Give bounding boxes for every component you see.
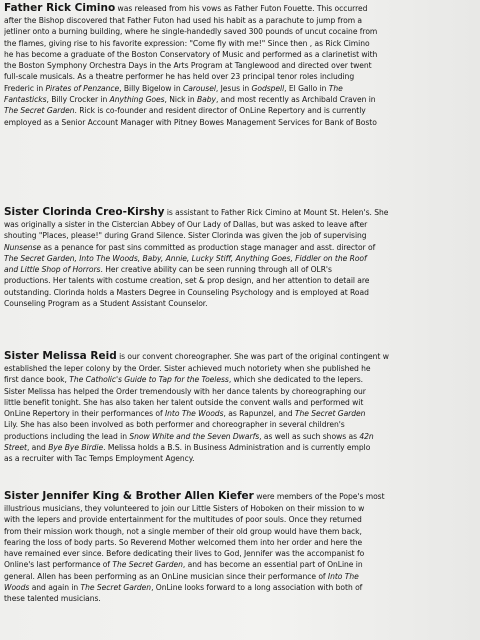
bio-title-text: and Little Shop of Horrors xyxy=(4,265,101,275)
bio-title-text: Nunsense xyxy=(4,242,41,252)
bio-text: Counseling Program as a Student Assistant Counselor. xyxy=(4,299,208,309)
bio-line xyxy=(4,503,478,514)
bio-text: after the Bishop discovered that Father Futon had used his habit as a parachute to jump from a xyxy=(4,16,363,25)
bio-text: first dance book, xyxy=(4,375,70,385)
bio-title-text: Fantasticks xyxy=(4,95,47,105)
bio-line xyxy=(4,489,478,503)
bio-text: . Her creative ability can be seen running through all of OLR's xyxy=(100,265,332,275)
bio-title-text: Baby xyxy=(197,95,216,105)
bio-text: the flames, giving rise to his favorite expression: "Come fly with me!" Since then , as Rick Cimino xyxy=(4,38,370,48)
bio-jennifer-king-allen-kiefer xyxy=(0,489,480,605)
bio-text: , El Gallo in xyxy=(284,83,329,93)
bio-title-text: Pirates of Penzance xyxy=(45,83,120,93)
bio-line xyxy=(4,548,478,559)
bio-title-text: The Catholic's Guide to Tap for the Toeless xyxy=(69,375,229,385)
bio-text: is assistant to Father Rick Cimino at Mount St. Helen's. She xyxy=(164,208,389,217)
bio-line xyxy=(4,275,478,286)
bio-text: , which she dedicated to the lepers. xyxy=(228,375,364,385)
bio-line xyxy=(4,363,478,374)
bio-text: general. Allen has been performing as an OnLine musician since their performance of xyxy=(4,571,328,581)
bio-text: the Boston Symphony Orchestra Days in the Arts Program at Tanglewood and directed over twent xyxy=(4,61,372,71)
bio-line xyxy=(4,593,478,604)
bio-line xyxy=(4,386,478,397)
bio-line xyxy=(4,71,478,82)
bio-line xyxy=(4,537,478,548)
bio-line xyxy=(4,349,478,363)
bio-text: established the leper colony by the Order. Sister achieved much notoriety when she published he xyxy=(4,364,371,373)
bio-text: these talented musicians. xyxy=(4,594,101,604)
bio-text: OnLine Repertory in their performances of xyxy=(4,409,165,419)
bio-title-text: Anything Goes xyxy=(109,95,165,105)
bio-line xyxy=(4,253,478,264)
bio-text: , Jesus in xyxy=(215,83,252,93)
bio-text: productions including the lead in xyxy=(4,431,130,441)
bio-line xyxy=(4,117,478,128)
bio-line xyxy=(4,514,478,525)
bio-name: Sister Jennifer King & Brother Allen Kiefer xyxy=(4,490,254,502)
bio-text: , as Rapunzel, and xyxy=(223,409,295,419)
bio-text: fearing the loss of body parts. So Reverend Mother welcomed them into her order and here the xyxy=(4,537,363,547)
bio-title-text: Into The Woods xyxy=(164,409,224,419)
bio-line xyxy=(4,38,478,49)
bio-text: with the lepers and provide entertainment for the multitudes of poor souls. Once they returned xyxy=(4,515,362,525)
bio-title-text: Bye Bye Birdie xyxy=(48,443,104,453)
bio-line xyxy=(4,397,478,408)
bio-line xyxy=(4,559,478,570)
bio-line xyxy=(4,287,478,298)
bio-line xyxy=(4,264,478,275)
bio-text: , and most recently as Archibald Craven in xyxy=(215,95,376,105)
bio-text: . Rick is co-founder and resident director of OnLine Repertory and is currently xyxy=(74,106,366,116)
bio-line xyxy=(4,60,478,71)
bio-text: Online's last performance of xyxy=(4,560,113,570)
bio-text: Frederic in xyxy=(4,83,46,93)
bio-line xyxy=(4,94,478,105)
bio-line xyxy=(4,431,478,442)
bio-line xyxy=(4,298,478,309)
bio-text: little benefit tonight. She has also taken her talent outside the convent walls and performed wit xyxy=(4,397,364,407)
bio-text: , Billy Crocker in xyxy=(46,95,110,105)
bio-melissa-reid xyxy=(0,349,480,465)
bio-title-text: Snow White and the Seven Dwarfs xyxy=(129,431,260,441)
bio-text: full-scale musicals. As a theatre performer he has held over 23 principal tenor roles including xyxy=(4,72,355,82)
bio-line xyxy=(4,453,478,464)
bio-text: productions. Her talents with costume creation, set & prop design, and her attention to detail are xyxy=(4,276,370,286)
bio-text: illustrious musicians, they volunteered to join our Little Sisters of Hoboken on their mission to w xyxy=(4,504,365,513)
bio-line xyxy=(4,374,478,385)
bio-text: as a penance for past sins committed as production stage manager and asst. director of xyxy=(40,242,376,252)
bio-text: was originally a sister in the Cistercian Abbey of Our Lady of Dallas, but was asked to leave after xyxy=(4,220,368,229)
bio-text: , Nick in xyxy=(164,95,197,105)
bio-text: , as well as such shows as xyxy=(259,431,360,441)
bio-text: Sister Melissa has helped the Order tremendously with her dance talents by choreographing our xyxy=(4,386,366,396)
bio-name: Father Rick Cimino xyxy=(4,2,116,14)
bio-line xyxy=(4,205,478,219)
bio-name: Sister Melissa Reid xyxy=(4,350,117,362)
bio-text: shouting "Places, please!" during Grand Silence. Sister Clorinda was given the job of supervising xyxy=(4,231,367,241)
bio-rick-cimino xyxy=(0,1,480,128)
bio-line xyxy=(4,105,478,116)
bio-text: he has become a graduate of the Boston Conservatory of Music and performed as a clarinetist with xyxy=(4,49,378,59)
bio-title-text: The Secret Garden xyxy=(294,409,366,419)
bio-line xyxy=(4,15,478,26)
bio-title-text: The Secret Garden xyxy=(80,583,152,593)
bio-line xyxy=(4,571,478,582)
bio-title-text: The Secret Garden xyxy=(4,106,75,116)
bio-line xyxy=(4,419,478,430)
bio-title-text: Godspell xyxy=(251,83,285,93)
bio-line xyxy=(4,26,478,37)
bio-line xyxy=(4,442,478,453)
bio-text: have remained ever since. Before dedicating their lives to God, Jennifer was the accompanist fo xyxy=(4,549,365,559)
bio-text: and again in xyxy=(29,583,81,593)
bio-text: . Melissa holds a B.S. in Business Administration and is currently emplo xyxy=(103,443,371,453)
bio-title-text: Into The xyxy=(327,571,359,581)
bio-text: is our convent choreographer. She was part of the original contingent w xyxy=(116,352,389,361)
bio-text: jetliner onto a burning building, where he single-handedly saved 300 pounds of uncut cocaine from xyxy=(4,27,378,37)
bio-title-text: The Secret Garden, Into The Woods, Baby, Annie, Lucky Stiff, Anything Goes, Fiddler on the Roof xyxy=(4,253,367,263)
bio-title-text: 42n xyxy=(359,431,374,441)
bio-text: , OnLine looks forward to a long association with both of xyxy=(151,583,363,593)
bio-line xyxy=(4,582,478,593)
bio-line xyxy=(4,408,478,419)
bio-text: , and xyxy=(26,443,49,453)
bio-line xyxy=(4,49,478,60)
bio-title-text: Street xyxy=(4,443,27,453)
bio-text: from their mission work though, not a single member of their old group would have them back, xyxy=(4,526,362,536)
bio-text: , Billy Bigelow in xyxy=(119,83,183,93)
bio-line xyxy=(4,526,478,537)
bio-line xyxy=(4,230,478,241)
bio-text: outstanding. Clorinda holds a Masters Degree in Counseling Psychology and is employed at Road xyxy=(4,287,369,297)
bio-text: as a recruiter with Tac Temps Employment Agency. xyxy=(4,454,195,464)
bio-title-text: The xyxy=(328,83,343,93)
bio-title-text: The Secret Garden xyxy=(112,560,183,570)
bio-text: , and has become an essential part of OnLine in xyxy=(182,560,363,570)
bio-title-text: Carousel xyxy=(183,83,216,93)
bio-clorinda-creo-kirshy xyxy=(0,205,480,309)
bio-title-text: Woods xyxy=(4,583,30,593)
bio-text: was released from his vows as Father Futon Fouette. This occurred xyxy=(115,4,368,13)
bio-line xyxy=(4,1,478,15)
bio-line xyxy=(4,242,478,253)
bio-text: Lily. She has also been involved as both performer and choreographer in several children's xyxy=(4,420,345,430)
bio-text: were members of the Pope's most xyxy=(253,492,385,501)
bio-text: employed as a Senior Account Manager with Pitney Bowes Management Services for Bank of Bosto xyxy=(4,117,377,127)
bio-line xyxy=(4,83,478,94)
bio-name: Sister Clorinda Creo-Kirshy xyxy=(4,206,165,218)
bio-line xyxy=(4,219,478,230)
